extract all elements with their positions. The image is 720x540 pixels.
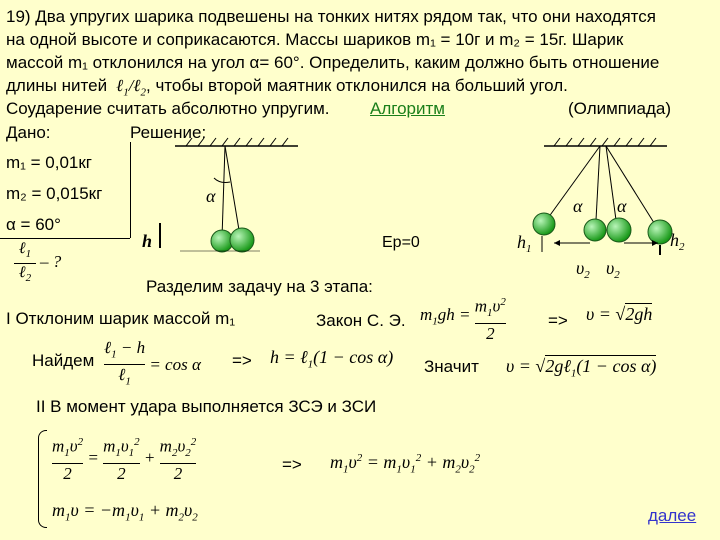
next-link[interactable]: далее bbox=[648, 506, 697, 525]
hence-label: Значит bbox=[424, 357, 479, 376]
energy-conservation-eq: $\frac{m_1\upsilon^2}{2}$ = $\frac{m_1\upsilon_1^2}{2}$ + $\frac{m_2\upsilon_2^2}{2}$ bbox=[52, 436, 197, 484]
given-alpha: α = 60° bbox=[6, 215, 61, 234]
arrow-2: => bbox=[232, 351, 252, 370]
olympiad-label: (Олимпиада) bbox=[568, 99, 671, 118]
height-formula: h = ℓ$_1$(1 − cos α) bbox=[270, 347, 394, 371]
velocity-arrow-left-head bbox=[554, 240, 560, 246]
h1-label: $h_1$ bbox=[517, 232, 532, 255]
given-m1: m₁ = 0,01кг bbox=[6, 153, 92, 172]
thread-right-4 bbox=[606, 146, 656, 226]
problem-line-5: Соударение считать абсолютно упругим. bbox=[6, 99, 330, 118]
ratio-question: – ? bbox=[40, 252, 62, 271]
law-label: Закон С. Э. bbox=[316, 311, 406, 330]
find-label: Найдем bbox=[32, 351, 95, 370]
ratio-fraction: ℓ$_1$ ℓ$_2$ bbox=[14, 240, 36, 287]
ball-2-left bbox=[230, 228, 254, 252]
given-divider bbox=[0, 238, 130, 239]
h-label-left: h bbox=[142, 231, 153, 251]
problem-line-3: массой m₁ отклонился на угол α= 60°. Определить, каким должно быть отношение bbox=[6, 53, 660, 72]
ball-right-1 bbox=[533, 213, 555, 235]
cos-formula: ℓ$_1$ − h ℓ$_1$ = cos α bbox=[104, 338, 201, 392]
momentum-conservation-eq: $m_1\upsilon = -m_1\upsilon_1 + m_2\upsilon_2$ bbox=[52, 500, 198, 524]
thread-right-2 bbox=[596, 146, 600, 220]
ep-label: Eр=0 bbox=[382, 234, 420, 251]
velocity-final-formula: υ = √2gℓ$_1$(1 − cos α) bbox=[506, 356, 657, 380]
given-m2: m₂ = 0,015кг bbox=[6, 184, 103, 203]
problem-line-1: 19) Два упругих шарика подвешены на тонких нитях рядом так, что они находятся bbox=[6, 7, 656, 26]
stage-1-text: I Отклоним шарик массой m₁ bbox=[6, 309, 236, 328]
ceiling-hatch-right bbox=[554, 138, 656, 146]
ball-right-3 bbox=[607, 218, 631, 242]
problem-line-4-end: , чтобы второй маятник отклонился на больший угол. bbox=[146, 76, 568, 95]
stage-2-text: II В момент удара выполняется ЗСЭ и ЗСИ bbox=[36, 397, 377, 416]
system-brace bbox=[38, 430, 47, 528]
h2-label: $h_2$ bbox=[670, 230, 685, 253]
velocity-formula: υ = √2gh bbox=[586, 304, 653, 324]
alpha-label-left: α bbox=[206, 186, 216, 206]
v2-label-2: $\upsilon_2$ bbox=[606, 258, 620, 280]
alpha-label-right-2: α bbox=[617, 196, 627, 216]
arrow-1: => bbox=[548, 311, 568, 330]
ratio-l1-l2: ℓ$_1$/ℓ$_2$ bbox=[111, 76, 146, 99]
thread-right-3 bbox=[606, 146, 616, 220]
problem-line-2: на одной высоте и соприкасаются. Массы шариков m₁ = 10г и m₂ = 15г. Шарик bbox=[6, 30, 624, 49]
ball-right-2 bbox=[584, 219, 606, 241]
pendulum-diagram bbox=[130, 130, 720, 280]
energy-simplified-eq: $m_1\upsilon^2 = m_1\upsilon_1^2 + m_2\upsilon_2^2$ bbox=[330, 452, 481, 476]
angle-arc-left bbox=[214, 178, 230, 183]
arrow-3: => bbox=[282, 455, 302, 474]
stages-text: Разделим задачу на 3 этапа: bbox=[146, 277, 373, 296]
algorithm-link[interactable]: Алгоритм bbox=[370, 99, 445, 118]
solution-label: Решение: bbox=[130, 123, 207, 142]
v2-label-1: $\upsilon_2$ bbox=[576, 258, 590, 280]
thread-2 bbox=[225, 146, 240, 236]
thread-1 bbox=[222, 146, 225, 238]
problem-line-4-start: длины нитей bbox=[6, 76, 108, 95]
alpha-label-right-1: α bbox=[573, 196, 583, 216]
ball-right-4 bbox=[648, 220, 672, 244]
energy-formula-1: $m_1gh$ = $\frac{m_1\upsilon^2}{2}$ bbox=[420, 296, 506, 344]
given-label: Дано: bbox=[6, 123, 51, 142]
ceiling-hatch-left bbox=[186, 138, 288, 146]
